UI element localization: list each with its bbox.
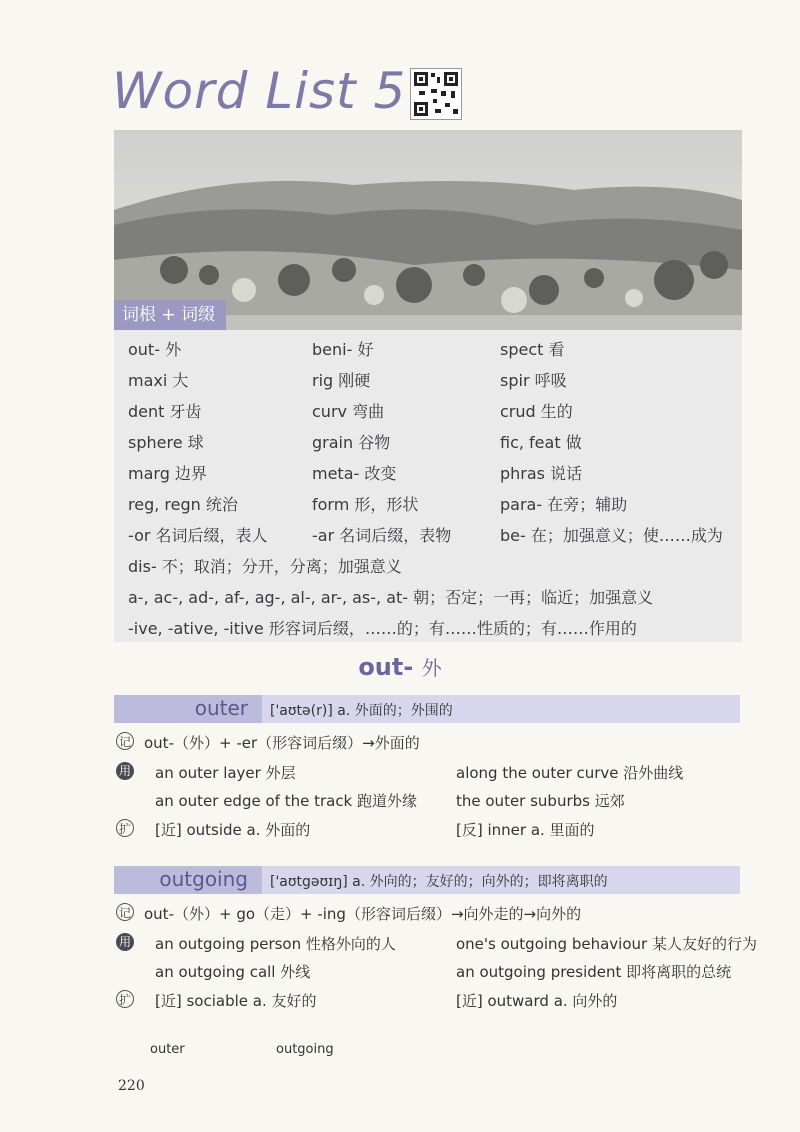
section-meaning: 外: [421, 656, 442, 680]
usage-phrase: an outer edge of the track 跑道外缘: [155, 792, 418, 810]
usage-phrase: along the outer curve 沿外曲线: [456, 764, 684, 782]
footer-word: outer: [150, 1042, 185, 1057]
memory-icon: 记: [116, 732, 134, 750]
memory-text: out-（外）+ go（走）+ -ing（形容词后缀）→向外走的→向外的: [144, 905, 582, 923]
extend-icon: 扩: [116, 819, 134, 837]
root-item: meta- 改变: [312, 464, 397, 483]
root-item: marg 边界: [128, 464, 207, 483]
usage-phrase: an outgoing person 性格外向的人: [155, 935, 396, 953]
root-item: out- 外: [128, 340, 182, 359]
root-item: beni- 好: [312, 340, 374, 359]
usage-phrase: the outer suburbs 远郊: [456, 792, 625, 810]
extend-item: [近] sociable a. 友好的: [155, 992, 317, 1010]
extend-item: [近] outward a. 向外的: [456, 992, 618, 1010]
root-item: -ive, -ative, -itive 形容词后缀，……的；有……性质的；有……作用的: [128, 619, 637, 638]
page-number: 220: [118, 1078, 145, 1094]
root-item: reg, regn 统治: [128, 495, 238, 514]
root-item: crud 生的: [500, 402, 573, 421]
root-item: spect 看: [500, 340, 565, 359]
memory-icon: 记: [116, 903, 134, 921]
root-item: spir 呼吸: [500, 371, 567, 390]
section-heading: [0, 652, 800, 681]
entry-definition: ['aʊtə(r)] a. 外面的；外围的: [270, 703, 453, 719]
memory-text: out-（外）+ -er（形容词后缀）→外面的: [144, 734, 420, 752]
root-item: phras 说话: [500, 464, 583, 483]
entry-word: outer: [194, 696, 248, 720]
roots-table: [114, 330, 742, 642]
page-title: Word List 5: [112, 62, 407, 120]
root-item: rig 刚硬: [312, 371, 371, 390]
root-item: form 形，形状: [312, 495, 419, 514]
qr-code-icon: [410, 68, 462, 120]
extend-item: [近] outside a. 外面的: [155, 821, 311, 839]
entry-definition: ['aʊtgəʊɪŋ] a. 外向的；友好的；向外的；即将离职的: [270, 874, 608, 890]
root-item: grain 谷物: [312, 433, 391, 452]
usage-icon: 用: [116, 762, 134, 780]
usage-phrase: an outgoing call 外线: [155, 963, 311, 981]
extend-item: [反] inner a. 里面的: [456, 821, 595, 839]
root-item: para- 在旁；辅助: [500, 495, 628, 514]
root-item: -ar 名词后缀，表物: [312, 526, 452, 545]
usage-icon: 用: [116, 933, 134, 951]
root-item: sphere 球: [128, 433, 204, 452]
entry-header: [114, 695, 740, 723]
usage-phrase: an outgoing president 即将离职的总统: [456, 963, 732, 981]
section-root: out-: [358, 653, 414, 681]
root-item: dis- 不；取消；分开，分离；加强意义: [128, 557, 402, 576]
root-item: a-, ac-, ad-, af-, ag-, al-, ar-, as-, at- 朝；否定；一再；临近；加强意义: [128, 588, 654, 607]
extend-icon: 扩: [116, 990, 134, 1008]
root-item: maxi 大: [128, 371, 189, 390]
entry-word: outgoing: [159, 867, 248, 891]
usage-phrase: an outer layer 外层: [155, 764, 296, 782]
root-item: be- 在；加强意义；使……成为: [500, 526, 723, 545]
root-item: dent 牙齿: [128, 402, 202, 421]
root-item: fic, feat 做: [500, 433, 582, 452]
root-item: -or 名词后缀，表人: [128, 526, 268, 545]
usage-phrase: one's outgoing behaviour 某人友好的行为: [456, 935, 757, 953]
root-item: curv 弯曲: [312, 402, 385, 421]
footer-word: outgoing: [276, 1042, 334, 1057]
roots-affixes-label: 词根 + 词缀: [114, 300, 226, 330]
entry-header: [114, 866, 740, 894]
